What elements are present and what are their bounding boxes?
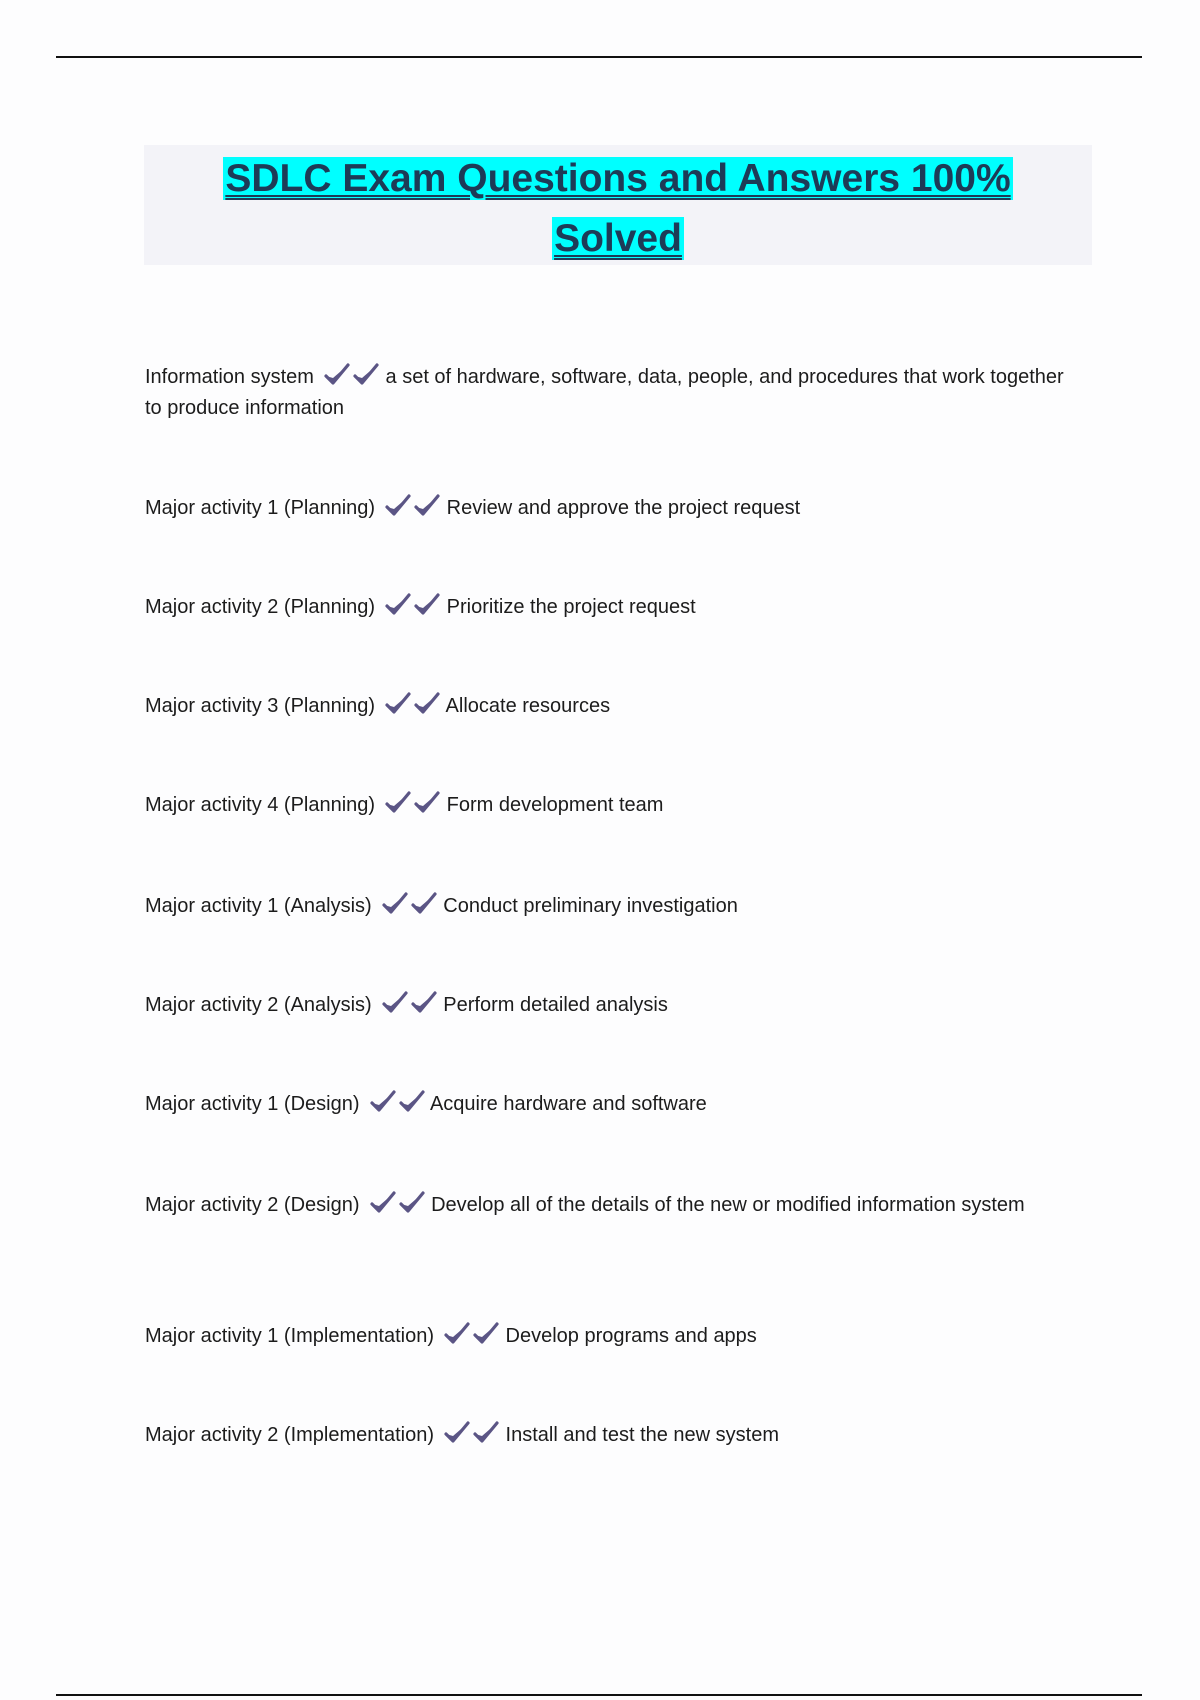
qa-term: Major activity 2 (Design)	[145, 1194, 360, 1216]
checkmark-icon	[473, 1322, 500, 1346]
qa-term: Major activity 1 (Design)	[145, 1093, 360, 1115]
qa-term: Major activity 4 (Planning)	[145, 794, 376, 816]
qa-item	[145, 1089, 1085, 1120]
qa-answer: Perform detailed analysis	[443, 994, 668, 1016]
checkmark-icon	[411, 991, 438, 1015]
qa-item	[145, 990, 1085, 1021]
checkmark-icon	[414, 494, 441, 518]
qa-answer: a set of hardware, software, data, people, and procedures that work together to produce information	[145, 366, 1064, 419]
checkmark-icon	[473, 1421, 500, 1445]
checkmark-icon	[411, 892, 438, 916]
checkmark-icon	[382, 991, 409, 1015]
qa-answer: Review and approve the project request	[446, 497, 801, 519]
checkmark-icon	[414, 791, 441, 815]
checkmark-icon	[385, 791, 412, 815]
checkmark-icon	[353, 363, 380, 387]
qa-term: Major activity 1 (Analysis)	[145, 895, 372, 917]
checkmark-icon	[444, 1322, 471, 1346]
qa-term: Major activity 2 (Analysis)	[145, 994, 372, 1016]
qa-answer: Conduct preliminary investigation	[443, 895, 738, 917]
qa-answer: Prioritize the project request	[446, 596, 696, 618]
qa-term: Major activity 1 (Implementation)	[145, 1325, 434, 1347]
qa-term: Major activity 2 (Implementation)	[145, 1424, 434, 1446]
checkmark-icon	[385, 593, 412, 617]
qa-item	[145, 493, 1085, 524]
checkmark-icon	[399, 1191, 426, 1215]
footer-rule	[56, 1694, 1142, 1696]
checkmark-icon	[324, 363, 351, 387]
qa-item	[145, 362, 1085, 424]
checkmark-icon	[370, 1191, 397, 1215]
qa-answer: Allocate resources	[445, 695, 611, 717]
qa-term: Information system	[145, 366, 314, 388]
qa-term: Major activity 2 (Planning)	[145, 596, 376, 618]
checkmark-icon	[414, 692, 441, 716]
qa-term: Major activity 1 (Planning)	[145, 497, 376, 519]
qa-answer: Develop programs and apps	[505, 1325, 757, 1347]
checkmark-icon	[399, 1090, 426, 1114]
document-title	[144, 149, 1092, 269]
qa-item	[145, 1420, 1085, 1451]
qa-answer: Develop all of the details of the new or modified information system	[431, 1194, 1025, 1216]
checkmark-icon	[385, 692, 412, 716]
checkmark-icon	[414, 593, 441, 617]
qa-item	[145, 691, 1085, 722]
qa-item	[145, 790, 1085, 821]
qa-item	[145, 891, 1085, 922]
qa-answer: Form development team	[446, 794, 664, 816]
qa-answer: Acquire hardware and software	[429, 1093, 707, 1115]
checkmark-icon	[444, 1421, 471, 1445]
checkmark-icon	[385, 494, 412, 518]
qa-term: Major activity 3 (Planning)	[145, 695, 376, 717]
title-line-1: SDLC Exam Questions and Answers 100%	[225, 157, 1011, 200]
checkmark-icon	[382, 892, 409, 916]
qa-item	[145, 1321, 1085, 1352]
qa-item	[145, 592, 1085, 623]
qa-item	[145, 1190, 1085, 1221]
checkmark-icon	[370, 1090, 397, 1114]
qa-answer: Install and test the new system	[505, 1424, 780, 1446]
header-rule	[56, 56, 1142, 58]
title-line-2: Solved	[554, 217, 682, 260]
